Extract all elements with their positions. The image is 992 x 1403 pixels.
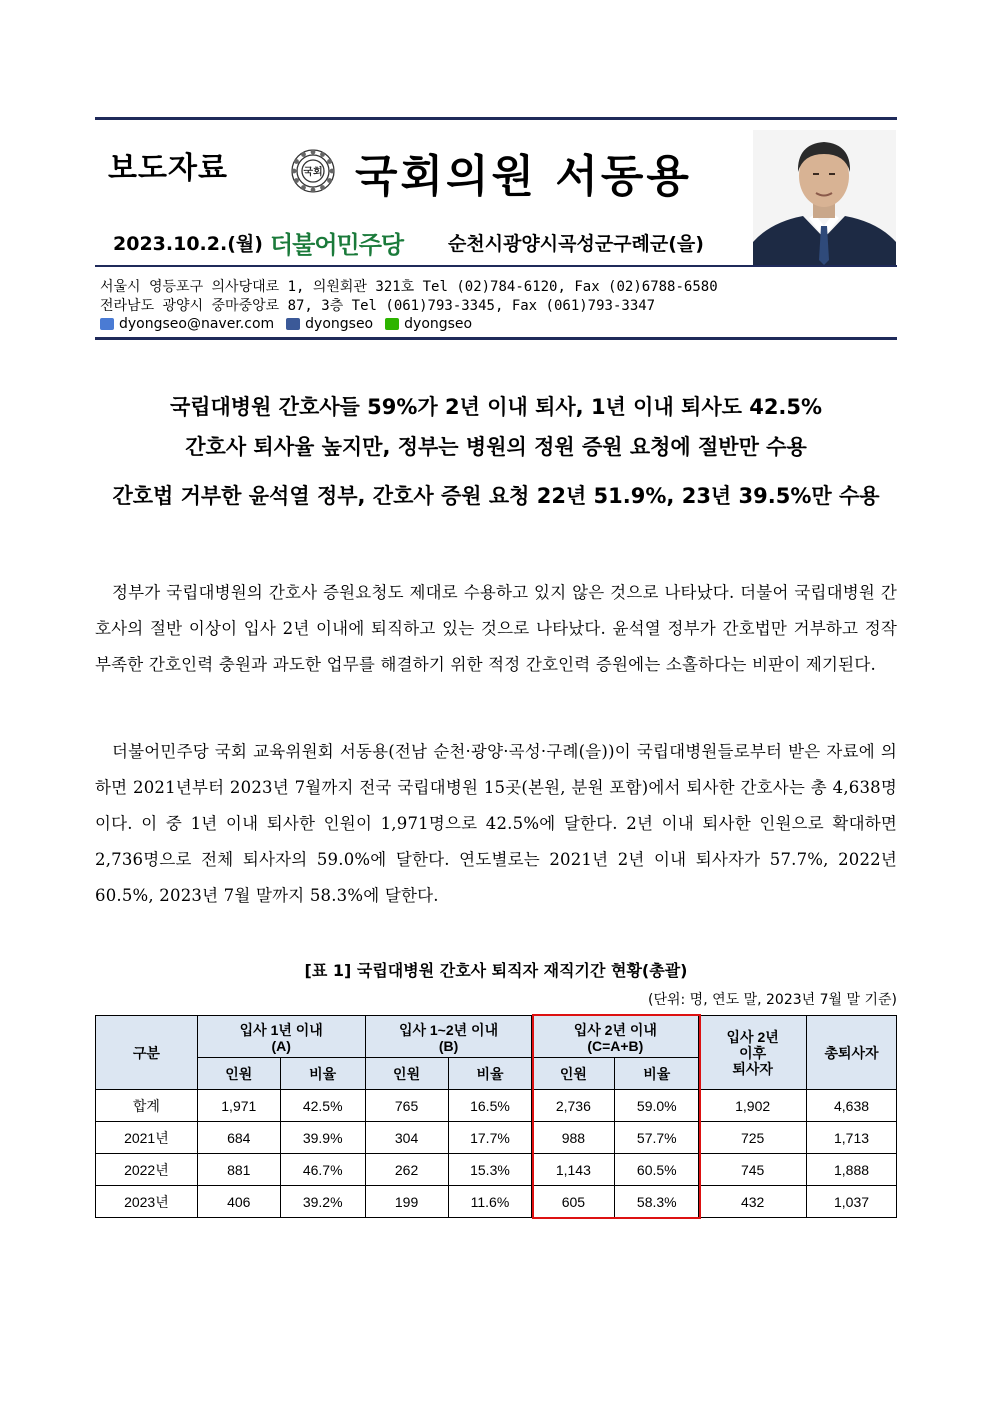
body-paragraph-1: 정부가 국립대병원의 간호사 증원요청도 제대로 수용하고 있지 않은 것으로 나타났다. 더불어 국립대병원 간호사의 절반 이상이 입사 2년 이내에 퇴직하고 있는 것으로 나타났다. 윤석열 정부가 간호법만 거부하고 정작 부족한 간호인력 충원과 과도한 업무를 해결하기 위한 적정 간호인력 증원에는 소홀하다는 비판이 제기된다.	[95, 583, 897, 674]
cell: 59.0%	[615, 1090, 699, 1122]
blog-icon	[385, 318, 399, 330]
header-top-rule	[95, 117, 897, 120]
release-date: 2023.10.2.(월)	[113, 233, 263, 255]
header-group-c-line2: (C=A+B)	[587, 1038, 644, 1054]
header-group-b-line2: (B)	[438, 1038, 459, 1054]
cell: 46.7%	[280, 1154, 365, 1186]
cell: 432	[699, 1186, 807, 1218]
header-ratio-a: 비율	[280, 1058, 365, 1090]
cell: 304	[365, 1122, 448, 1154]
cell: 4,638	[807, 1090, 897, 1122]
cell: 2,736	[532, 1090, 615, 1122]
cell: 57.7%	[615, 1122, 699, 1154]
header-count-c: 인원	[532, 1058, 615, 1090]
header-group-a-line2: (A)	[271, 1038, 291, 1054]
cell: 406	[197, 1186, 280, 1218]
cell: 765	[365, 1090, 448, 1122]
cell: 39.9%	[280, 1122, 365, 1154]
gwangyang-office-address: 전라남도 광양시 중마중앙로 87, 3층 Tel (061)793-3345, Fax (061)793-3347	[100, 298, 656, 314]
header-middle-rule	[95, 265, 897, 267]
cell: 605	[532, 1186, 615, 1218]
electoral-district: 순천시광양시곡성군구례군(을)	[448, 233, 704, 255]
party-logo: 더불어민주당	[270, 231, 404, 259]
header-after2-line1: 입사 2년	[726, 1028, 779, 1045]
header-count-b: 인원	[365, 1058, 448, 1090]
table-row	[96, 1186, 897, 1218]
cell: 15.3%	[448, 1154, 532, 1186]
mail-icon	[100, 318, 114, 330]
cell: 60.5%	[615, 1154, 699, 1186]
nurse-resignation-table	[95, 1015, 897, 1218]
headline-3: 간호법 거부한 윤석열 정부, 간호사 증원 요청 22년 51.9%, 23년 39.5%만 수용	[112, 484, 880, 508]
emblem-text: 국회	[303, 167, 323, 178]
row-label: 2023년	[96, 1186, 198, 1218]
header-group-b-line1: 입사 1~2년 이내	[398, 1022, 499, 1038]
header-after2-line3: 퇴사자	[732, 1060, 773, 1077]
header-after2-line2: 이후	[739, 1044, 767, 1061]
cell: 262	[365, 1154, 448, 1186]
row-label: 합계	[96, 1090, 198, 1122]
national-assembly-emblem-icon	[290, 148, 336, 194]
header-ratio-b: 비율	[448, 1058, 532, 1090]
header-group-b	[365, 1016, 532, 1058]
row-label: 2022년	[96, 1154, 198, 1186]
cell: 39.2%	[280, 1186, 365, 1218]
row-label: 2021년	[96, 1122, 198, 1154]
cell: 725	[699, 1122, 807, 1154]
cell: 1,888	[807, 1154, 897, 1186]
header-bottom-rule	[95, 337, 897, 340]
header-after-2-years	[699, 1016, 807, 1090]
cell: 684	[197, 1122, 280, 1154]
blog-text[interactable]: dyongseo	[404, 316, 473, 332]
email-text[interactable]: dyongseo@naver.com	[119, 316, 275, 332]
header-group-a-line1: 입사 1년 이내	[239, 1022, 323, 1038]
cell: 1,143	[532, 1154, 615, 1186]
cell: 1,037	[807, 1186, 897, 1218]
cell: 199	[365, 1186, 448, 1218]
table-row	[96, 1090, 897, 1122]
headline-1: 국립대병원 간호사들 59%가 2년 이내 퇴사, 1년 이내 퇴사도 42.5%	[169, 395, 823, 419]
contact-row	[100, 316, 472, 332]
header-group-c-line1: 입사 2년 이내	[573, 1022, 657, 1038]
cell: 988	[532, 1122, 615, 1154]
headline-2: 간호사 퇴사율 높지만, 정부는 병원의 정원 증원 요청에 절반만 수용	[185, 435, 807, 459]
cell: 16.5%	[448, 1090, 532, 1122]
header-total: 총퇴사자	[807, 1016, 897, 1090]
header-ratio-c: 비율	[615, 1058, 699, 1090]
highlight-box-within-2-years	[532, 1014, 701, 1219]
press-release-label: 보도자료	[108, 151, 228, 186]
seoul-office-address: 서울시 영등포구 의사당대로 1, 의원회관 321호 Tel (02)784-6120, Fax (02)6788-6580	[100, 279, 718, 295]
cell: 745	[699, 1154, 807, 1186]
cell: 1,713	[807, 1122, 897, 1154]
cell: 1,902	[699, 1090, 807, 1122]
cell: 11.6%	[448, 1186, 532, 1218]
cell: 17.7%	[448, 1122, 532, 1154]
body-paragraph-2: 더불어민주당 국회 교육위원회 서동용(전남 순천·광양·곡성·구례(을))이 국립대병원들로부터 받은 자료에 의하면 2021년부터 2023년 7월까지 전국 국립대병원 15곳(본원, 분원 포함)에서 퇴사한 간호사는 총 4,638명이다. 이 중 1년 이내 퇴사한 인원이 1,971명으로 42.5%에 달한다. 2년 이내 퇴사한 인원으로 확대하면 2,736명으로 전체 퇴사자의 59.0%에 달한다. 연도별로는 2021년 2년 이내 퇴사자가 57.7%, 2022년 60.5%, 2023년 7월 말까지 58.3%에 달한다.	[95, 742, 897, 905]
member-name-title: 국회의원 서동용	[355, 151, 692, 202]
header-count-a: 인원	[197, 1058, 280, 1090]
table-row	[96, 1122, 897, 1154]
cell: 42.5%	[280, 1090, 365, 1122]
table-title: [표 1] 국립대병원 간호사 퇴직자 재직기간 현황(총괄)	[304, 961, 688, 980]
cell: 58.3%	[615, 1186, 699, 1218]
cell: 1,971	[197, 1090, 280, 1122]
cell: 881	[197, 1154, 280, 1186]
header-group-a	[197, 1016, 365, 1058]
facebook-text[interactable]: dyongseo	[305, 316, 374, 332]
table-unit-note: (단위: 명, 연도 말, 2023년 7월 말 기준)	[648, 992, 897, 1008]
header-category: 구분	[96, 1016, 198, 1090]
member-portrait-photo	[753, 130, 896, 265]
table-row	[96, 1154, 897, 1186]
facebook-icon	[286, 318, 300, 330]
